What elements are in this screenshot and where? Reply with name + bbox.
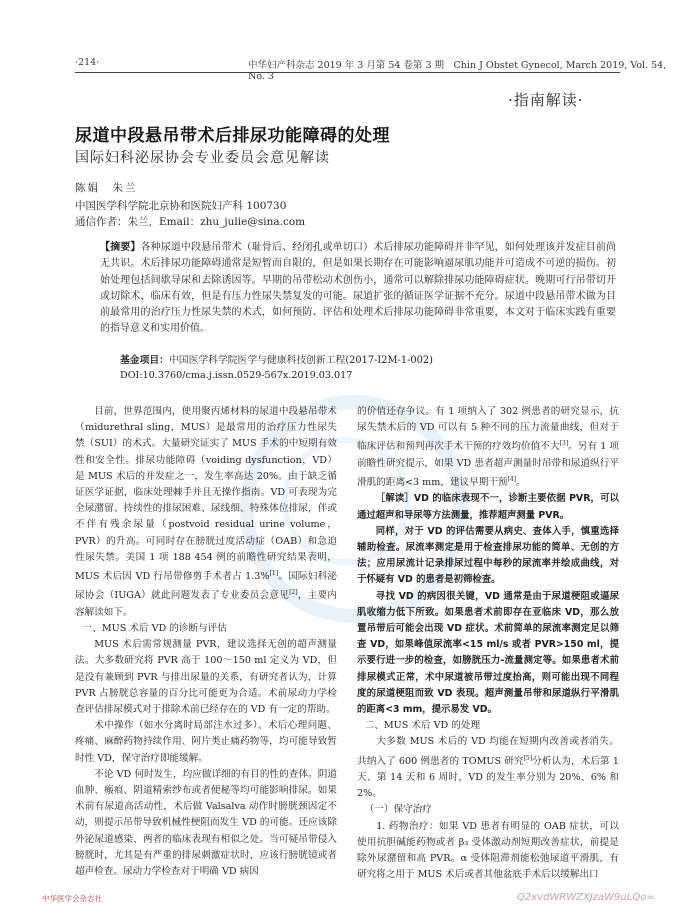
abstract <box>100 240 616 338</box>
doi: DOI:10.3760/cma.j.issn.0529-567x.2019.03.017 <box>120 370 353 381</box>
subsection-heading: （一）保守治疗 <box>364 804 432 816</box>
right-column <box>357 404 619 883</box>
abstract-label: 【摘要】 <box>100 242 141 253</box>
right-paragraph-2: 大多数 MUS 术后的 VD 均能在短期内改善或者消失。共纳入了 600 例患者的 TOMUS 研究[5]分析认为，术后第 1 天、第 14 天和 6 周时，VD 的发生率分别为 20%、6% 和 2%。 <box>357 736 619 800</box>
left-paragraph-2: MUS 术后需常规测量 PVR，建议选择无创的超声测量法。大多数研究将 PVR 高于 100～150 ml 定义为 VD，但是没有兼顾到 PVR 与排出尿量的关系，有研究者认为，计算 PVR 占膀胱总容量的百分比可能更为合适。术前尿动力学检查评估排尿模式对于排除术前已经存在的 VD 有一定的帮助。 <box>75 639 337 716</box>
column-label: ·指南解读· <box>508 91 584 109</box>
fund-text: 中国医学科学院医学与健康科技创新工程(2017-I2M-1-002) <box>168 355 433 366</box>
interpretation-1: ［解读］VD 的临床表现不一，诊断主要依据 PVR，可以通过超声和导尿等方法测量，推荐超声测量 PVR。 <box>357 493 619 521</box>
page-number: ·214· <box>75 57 100 68</box>
footer-code: Q2xvdWRWZXJzaW9uLQo= <box>517 892 655 903</box>
fund-label: 基金项目： <box>120 355 169 366</box>
left-paragraph-3: 术中操作（如水分离时局部注水过多）、术后心理问题、疼痛、麻醉药物持续作用、阿片类止痛药物等，均可能导致暂时性 VD，保守治疗即能缓解。 <box>75 720 337 764</box>
section-heading-2: 二、MUS 术后 VD 的处理 <box>364 720 481 732</box>
interpretation-3: 寻找 VD 的病因很关键，VD 通常是由于尿道梗阻或逼尿肌收缩力低下所致。如果患者术前即存在亚临床 VD，那么放置吊带后可能会出现 VD 症状。术前简单的尿流率测定足以筛查 VD，如果峰值尿流率<15 ml/s 或者 PVR>150 ml，提示要行进一步的检查，如膀胱压力-流量测定等。如果患者术前排尿模式正常，术中尿道被吊带过度抬高，则可能出现不同程度的尿道梗阻而致 VD 表现。超声测量吊带和尿道纵行平滑肌的距离<3 mm，提示易发 VD。 <box>357 590 619 716</box>
header-rule <box>75 72 620 73</box>
publisher-logo: 中华医学会杂志社 <box>42 894 102 903</box>
article-title: 尿道中段悬吊带术后排尿功能障碍的处理 <box>75 126 390 146</box>
section-heading-1: 一、MUS 术后 VD 的诊断与评估 <box>82 623 227 635</box>
left-paragraph-4: 不论 VD 何时发生，均应做详细的有目的性的查体。阴道血肿、瘢痕、阴道精索纱布或者便秘等均可能影响排尿。如果术前有尿道高活动性，术后做 Valsalva 动作时膀胱颈因定不动，则提示吊带导致机械性梗阻而发生 VD 的可能。还应该除外泌尿道感染、两者的临床表现有相似之处。当可疑吊带侵入膀胱时，尤其是有严重的排尿刺激症状时，应该行膀胱镜或者超声检查。尿动力学检查对于明确 VD 病因 <box>75 768 337 878</box>
abstract-text: 各种尿道中段悬吊带术（耻骨后、经闭孔或单切口）术后排尿功能障碍并非罕见，如何处理该并发症目前尚无共识。术后排尿功能障碍通常是短暂而自限的，但是如果长期存在可能影响逼尿肌功能并可造成不可逆的损伤。初始处理包括间歇导尿和去除诱因等。早期的吊带松动术创伤小，通常可以解除排尿功能障碍症状。晚期可行吊带切开或切除术，临床有效，但是有压力性尿失禁复发的可能。尿道扩张的循证医学证据不充分。尿道中段悬吊带术做为目前最常用的治疗压力性尿失禁的术式，如何预防、评估和处理术后排尿功能障碍非常重要，本文对于临床实践有重要的指导意义和实用价值。 <box>100 242 617 335</box>
authors: 陈娟 朱兰 <box>75 182 138 194</box>
interpretation-2: 同样，对于 VD 的评估需要从病史、查体入手，慎重选择辅助检查。尿流率测定是用于检查排尿功能的简单、无创的方法；应用尿流计记录排尿过程中每秒的尿流率并绘成曲线，对于怀疑有 VD 的患者是初筛检查。 <box>357 525 619 586</box>
left-paragraph-1: 目前，世界范围内，使用聚丙烯材料的尿道中段悬吊带术（midurethral sling，MUS）是最常用的治疗压力性尿失禁（SUI）的术式。大量研究证实了 MUS 手术的中短期有效性和安全性。排尿功能障碍（voiding dysfunction，VD）是 MUS 术后的并发症之一，发生率高达 20%。由于缺乏循证医学证据，临床处理棘手并且无操作指南。VD 可表现为完全尿潴留、持续性的排尿困难、尿线细、特殊体位排尿，伴或不伴有残余尿量（postvoid residual urine volume，PVR）的升高。可同时存在膀胱过度活动症（OAB）和急迫性尿失禁。美国 1 项 188 454 例的前瞻性研究结果表明，MUS 术后因 VD 行吊带修剪手术者占 1.3%[1]。国际妇科泌尿协会（IUGA）就此问题发表了专业委员会意见[2]，主要内容解读如下。 <box>75 406 337 618</box>
right-paragraph-3: 1. 药物治疗：如果 VD 患者有明显的 OAB 症状，可以使用抗胆碱能药物或者 β₃ 受体激动剂短期改善症状，前提是除外尿潴留和高 PVR。α 受体阻滞剂能松弛尿道平滑肌，有研究将之用于 MUS 术后或者其他盆底手术后以缓解出口 <box>357 820 619 881</box>
corresponding-author: 通信作者：朱兰，Email：zhu_julie@sina.com <box>75 216 306 228</box>
left-column <box>75 404 337 880</box>
fund-line <box>120 352 433 366</box>
article-subtitle: 国际妇科泌尿协会专业委员会意见解读 <box>75 150 330 166</box>
affiliation: 中国医学科学院北京协和医院妇产科 100730 <box>75 200 287 212</box>
journal-header: 中华妇产科杂志 2019 年 3 月第 54 卷第 3 期 Chin J Obstet Gynecol, March 2019, Vol. 54, No. 3 <box>248 60 667 82</box>
right-paragraph-1: 的价值还存争议。有 1 项纳入了 302 例患者的研究显示，抗尿失禁术后的 VD 可以有 5 种不同的压力流量曲线，但对于临床评估和预判再次手术干预的疗效均价值不大[3]。另有 1 项前瞻性研究提示，如果 VD 患者超声测量时吊带和尿道纵行平滑肌的距离<3 mm，建议早期干预[4]。 <box>357 406 620 489</box>
